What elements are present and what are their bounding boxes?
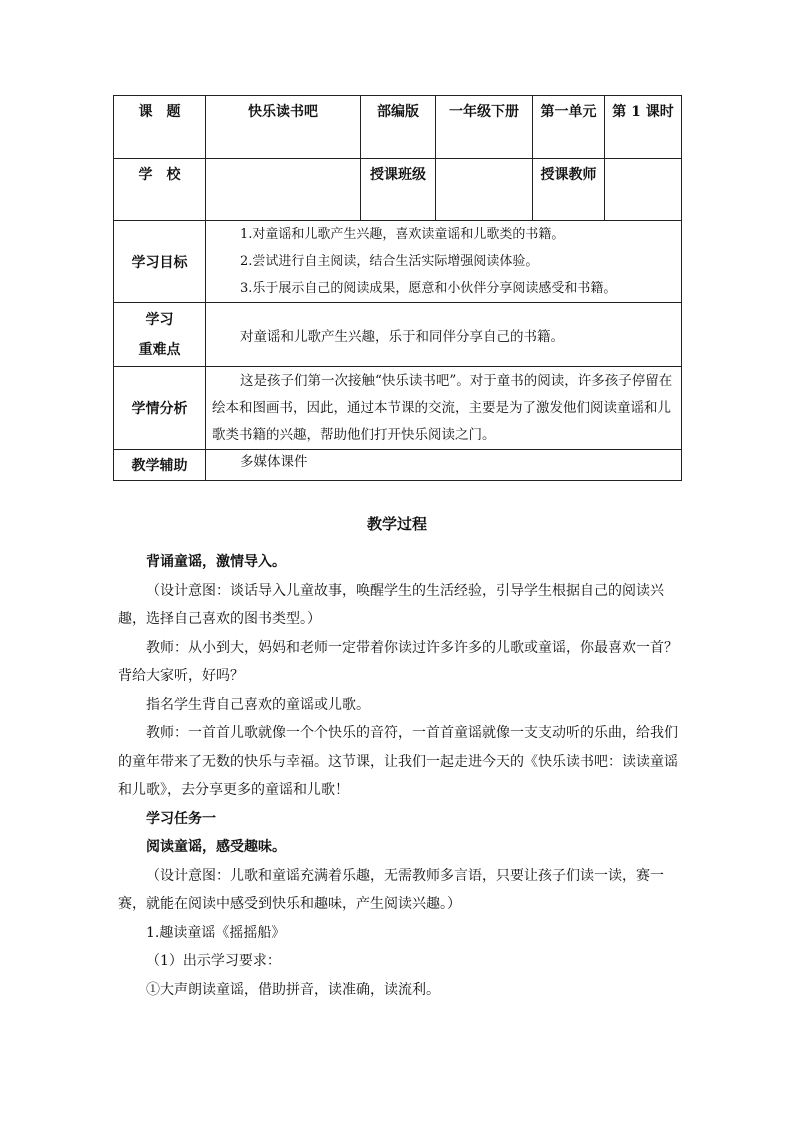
aids-label-cell bbox=[114, 450, 206, 481]
class-label-cell bbox=[361, 159, 436, 221]
goal-item: 2.尝试进行自主阅读，结合生活实际增强阅读体验。 bbox=[240, 254, 539, 269]
unit: 第一单元 bbox=[540, 104, 597, 120]
class-value bbox=[442, 159, 526, 160]
teacher-value bbox=[611, 159, 675, 160]
stage-heading: 阅读童谣，感受趣味。 bbox=[146, 839, 286, 855]
school-value-cell bbox=[206, 159, 361, 221]
school-label: 学 校 bbox=[138, 167, 181, 183]
task-heading: 学习任务一 bbox=[146, 810, 216, 827]
goal-item: 1.对童谣和儿歌产生兴趣，喜欢读童谣和儿歌类的书籍。 bbox=[240, 227, 565, 242]
edition-cell bbox=[361, 96, 436, 159]
lesson-title-cell bbox=[206, 96, 361, 159]
analysis-label-cell bbox=[114, 367, 206, 450]
table-row-goals bbox=[114, 221, 682, 303]
table-row-aids bbox=[114, 450, 682, 481]
grade-cell bbox=[436, 96, 533, 159]
stage-heading: 背诵童谣，激情导入。 bbox=[146, 554, 286, 570]
instruction: 指名学生背自己喜欢的童谣或儿歌。 bbox=[146, 696, 370, 713]
lesson-info-table bbox=[113, 95, 682, 481]
grade: 一年级下册 bbox=[449, 104, 519, 120]
table-row-topic bbox=[114, 96, 682, 159]
difficulty-label-line2: 重难点 bbox=[138, 341, 181, 358]
goals-content-cell bbox=[206, 221, 682, 303]
goal-item: 3.乐于展示自己的阅读成果，愿意和小伙伴分享阅读感受和书籍。 bbox=[240, 281, 617, 296]
aids-label: 教学辅助 bbox=[131, 458, 188, 474]
school-label-cell bbox=[114, 159, 206, 221]
analysis-text: 这是孩子们第一次接触“快乐读书吧”。对于童书的阅读，许多孩子停留在绘本和图画书，因此，通过本节课的交流，主要是为了激发他们阅读童谣和儿歌类书籍的兴趣，帮助他们打开快乐阅读之门。 bbox=[212, 373, 673, 443]
difficulty-label-line1: 学习 bbox=[145, 311, 174, 328]
table-row-analysis bbox=[114, 367, 682, 450]
lesson-number: 第 1 课时 bbox=[612, 104, 674, 120]
section-title: 教学过程 bbox=[366, 515, 427, 533]
teacher-label-cell bbox=[533, 159, 605, 221]
topic-label: 课 题 bbox=[138, 104, 181, 120]
table-row-school bbox=[114, 159, 682, 221]
teacher-speech: 教师：从小到大，妈妈和老师一定带着你读过许多许多的儿歌或童谣，你最喜欢一首？背给大家听，好吗？ bbox=[118, 639, 678, 684]
unit-cell bbox=[533, 96, 605, 159]
topic-label-cell bbox=[114, 96, 206, 159]
goals-label-cell bbox=[114, 221, 206, 303]
teacher-label: 授课教师 bbox=[540, 167, 597, 183]
analysis-content-cell bbox=[206, 367, 682, 450]
aids-text: 多媒体课件 bbox=[240, 454, 308, 470]
teacher-speech: 教师：一首首儿歌就像一个个快乐的音符，一首首童谣就像一支支动听的乐曲，给我们的童年带来了无数的快乐与幸福。这节课，让我们一起走进今天的《快乐读书吧：读读童谣和儿歌》，去分享更多的童谣和儿歌！ bbox=[118, 725, 678, 798]
analysis-label: 学情分析 bbox=[131, 401, 188, 417]
teaching-process-body bbox=[118, 548, 686, 1004]
goals-label: 学习目标 bbox=[131, 254, 188, 271]
class-label: 授课班级 bbox=[370, 167, 426, 183]
activity-step: （1）出示学习要求： bbox=[146, 953, 281, 969]
class-value-cell bbox=[436, 159, 533, 221]
lesson-number-cell bbox=[605, 96, 682, 159]
school-value bbox=[212, 159, 354, 160]
difficulty-content-cell bbox=[206, 303, 682, 367]
design-intent: （设计意图：谈话导入儿童故事，唤醒学生的生活经验，引导学生根据自己的阅读兴趣，选择自己喜欢的图书类型。） bbox=[118, 582, 664, 627]
lesson-title: 快乐读书吧 bbox=[248, 104, 318, 120]
edition: 部编版 bbox=[377, 104, 419, 120]
teacher-value-cell bbox=[605, 159, 682, 221]
table-row-difficulty bbox=[114, 303, 682, 367]
design-intent: （设计意图：儿歌和童谣充满着乐趣，无需教师多言语，只要让孩子们读一读，赛一赛，就能在阅读中感受到快乐和趣味，产生阅读兴趣。） bbox=[118, 867, 664, 912]
activity-requirement: ①大声朗读童谣，借助拼音，读准确，读流利。 bbox=[146, 981, 440, 998]
difficulty-text: 对童谣和儿歌产生兴趣，乐于和同伴分享自己的书籍。 bbox=[240, 328, 564, 345]
aids-content-cell bbox=[206, 450, 682, 481]
activity-heading: 1.趣读童谣《摇摇船》 bbox=[146, 924, 286, 941]
difficulty-label-cell bbox=[114, 303, 206, 367]
